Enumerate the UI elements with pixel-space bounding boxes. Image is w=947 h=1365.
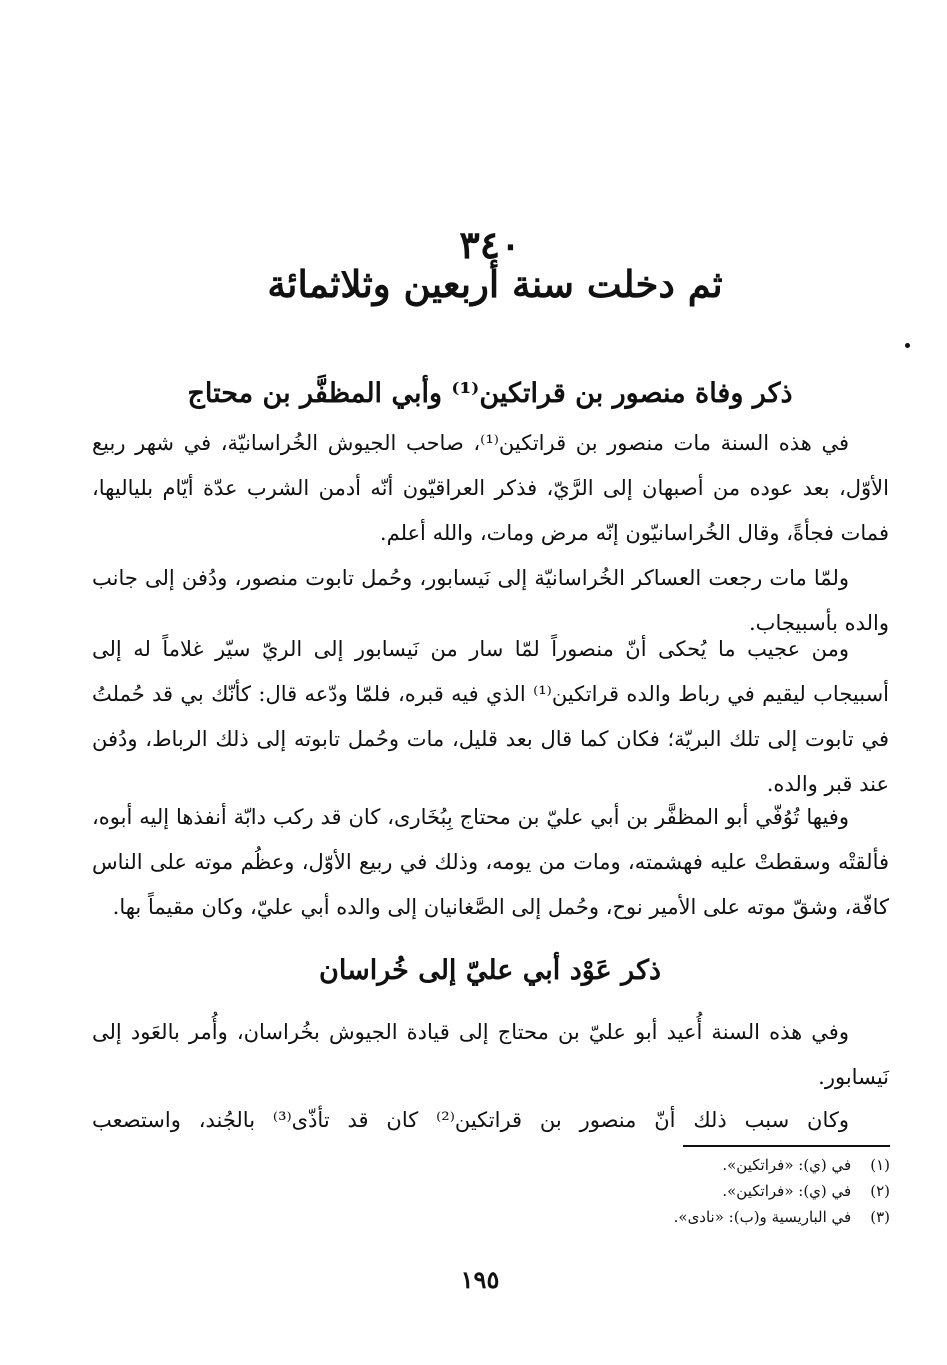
- paragraph: [92, 627, 889, 807]
- paragraph-text: ومن عجيب ما يُحكى أنّ منصوراً لمّا سار من نَيسابور إلى الريّ سيّر غلاماً له إلى أسبيجاب ليقيم في رباط والده قراتكين⁽¹⁾ الذي فيه قبره، فلمّا ودّعه قال: كأنّك بي قد حُملتُ في تابوت إلى تلك البريّة؛ فكان كما قال بعد قليل، مات وحُمل تابوته إلى ذلك الرباط، ودُفن عند قبر والده.: [92, 637, 889, 796]
- year-number: ٣٤٠: [459, 222, 521, 267]
- footnote-item: [300, 1178, 890, 1204]
- paragraph: [92, 795, 889, 930]
- section-heading-death-of-mansur: ذكر وفاة منصور بن قراتكين⁽¹⁾ وأبي المظفَّر بن محتاج: [187, 378, 793, 409]
- footnote-item: [300, 1152, 890, 1178]
- paragraph-text: وكان سبب ذلك أنّ منصور بن قراتكين⁽²⁾ كان قد تأذّى⁽³⁾ بالجُند، واستصعب: [92, 1108, 849, 1132]
- paragraph-text: وفيها تُوُفّي أبو المظفَّر بن أبي عليّ بن محتاج بِبُخَارى، كان قد ركب دابّة أنفذها إليه أبوه، فألقتْه وسقطتْ عليه فهشمته، ومات من يومه، وذلك في ربيع الأوّل، وعظُم موته على الناس كافّة، وشقّ موته على الأمير نوح، وحُمل إلى الصَّغانيان إلى والده أبي عليّ، وكان مقيماً بها.: [92, 805, 889, 919]
- year-title: ثم دخلت سنة أربعين وثلاثمائة: [267, 262, 723, 306]
- stray-dot: [905, 343, 910, 348]
- footnote-number: (٣): [870, 1208, 890, 1226]
- paragraph-text: ولمّا مات رجعت العساكر الخُراسانيّة إلى نَيسابور، وحُمل تابوت منصور، ودُفن إلى جانب والده بأسبيجاب.: [92, 566, 889, 635]
- footnote-divider: [683, 1145, 890, 1147]
- footnote-number: (٢): [870, 1182, 890, 1200]
- paragraph: [92, 421, 889, 556]
- paragraph: [92, 1098, 889, 1143]
- footnote-text: في الباريسية و(ب): «نادى».: [673, 1208, 852, 1226]
- section-heading-return-of-abu-ali: ذكر عَوْد أبي عليّ إلى خُراسان: [319, 955, 661, 986]
- paragraph-text: وفي هذه السنة أُعيد أبو عليّ بن محتاج إلى قيادة الجيوش بخُراسان، وأُمر بالعَود إلى نَيسابور.: [92, 1020, 889, 1089]
- paragraph-text: في هذه السنة مات منصور بن قراتكين⁽¹⁾، صاحب الجيوش الخُراسانيّة، في شهر ربيع الأوّل، بعد عوده من أصبهان إلى الرَّيّ، فذكر العراقيّون أنّه أدمن الشرب عدّة أيّام بلياليها، فمات فجأةً، وقال الخُراسانيّون إنّه مرض ومات، والله أعلم.: [92, 431, 889, 545]
- footnote-number: (١): [870, 1156, 890, 1174]
- footnote-item: [300, 1204, 890, 1230]
- page-number: ١٩٥: [460, 1265, 500, 1294]
- footnote-text: في (ي): «فراتكين».: [722, 1156, 852, 1174]
- footnote-text: في (ي): «فراتكين».: [722, 1182, 852, 1200]
- paragraph: [92, 1010, 889, 1100]
- footnotes: [300, 1152, 890, 1230]
